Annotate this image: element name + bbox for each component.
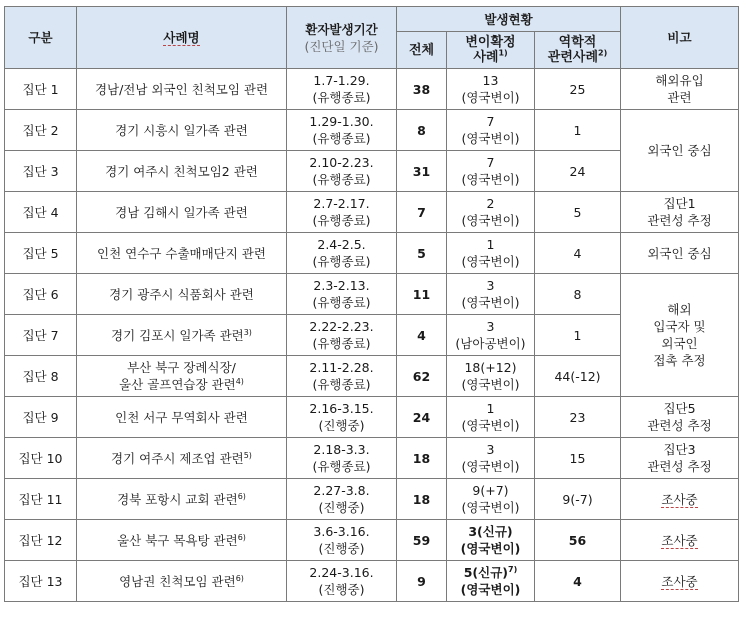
epi-count: 44(-12) [535, 356, 621, 397]
period: 2.3-2.13. (유행종료) [287, 274, 397, 315]
header-status-group: 발생현황 [397, 7, 621, 32]
total-count: 38 [397, 69, 447, 110]
note: 조사중 [621, 479, 739, 520]
table-row [5, 69, 739, 110]
cluster-id: 집단 10 [5, 438, 77, 479]
total-count: 9 [397, 561, 447, 602]
note: 외국인 중심 [621, 233, 739, 274]
note: 조사중 [621, 561, 739, 602]
period: 2.18-3.3. (유행종료) [287, 438, 397, 479]
note: 해외 입국자 및 외국인 접촉 추정 [621, 274, 739, 397]
total-count: 8 [397, 110, 447, 151]
epi-count: 23 [535, 397, 621, 438]
epi-count: 56 [535, 520, 621, 561]
variant-count: 5(신규)$^{7)}$ (영국변이) [447, 561, 535, 602]
cluster-table [4, 6, 739, 602]
total-count: 11 [397, 274, 447, 315]
header-note: 비고 [621, 7, 739, 69]
case-name: 인천 연수구 수출매매단지 관련 [77, 233, 287, 274]
period: 2.24-3.16. (진행중) [287, 561, 397, 602]
total-count: 4 [397, 315, 447, 356]
cluster-id: 집단 2 [5, 110, 77, 151]
note: 외국인 중심 [621, 110, 739, 192]
note: 집단5 관련성 추정 [621, 397, 739, 438]
case-name: 울산 북구 목욕탕 관련$^{6)}$ [77, 520, 287, 561]
cluster-id: 집단 7 [5, 315, 77, 356]
cluster-id: 집단 9 [5, 397, 77, 438]
note: 조사중 [621, 520, 739, 561]
cluster-id: 집단 8 [5, 356, 77, 397]
case-name: 경북 포항시 교회 관련$^{6)}$ [77, 479, 287, 520]
cluster-id: 집단 11 [5, 479, 77, 520]
period: 2.16-3.15. (진행중) [287, 397, 397, 438]
period: 1.29-1.30. (유행종료) [287, 110, 397, 151]
table-row [5, 561, 739, 602]
table-row [5, 397, 739, 438]
table-row [5, 479, 739, 520]
variant-count: 3 (영국변이) [447, 438, 535, 479]
case-name: 경남/전남 외국인 친척모임 관련 [77, 69, 287, 110]
case-name: 영남권 친척모임 관련$^{6)}$ [77, 561, 287, 602]
period: 2.4-2.5. (유행종료) [287, 233, 397, 274]
total-count: 18 [397, 438, 447, 479]
cluster-id: 집단 1 [5, 69, 77, 110]
table-row [5, 520, 739, 561]
cluster-id: 집단 3 [5, 151, 77, 192]
period: 1.7-1.29. (유행종료) [287, 69, 397, 110]
variant-count: 7 (영국변이) [447, 151, 535, 192]
cluster-id: 집단 4 [5, 192, 77, 233]
variant-count: 3 (영국변이) [447, 274, 535, 315]
cluster-id: 집단 5 [5, 233, 77, 274]
total-count: 59 [397, 520, 447, 561]
variant-count: 13 (영국변이) [447, 69, 535, 110]
cluster-id: 집단 6 [5, 274, 77, 315]
period: 2.22-2.23. (유행종료) [287, 315, 397, 356]
epi-count: 1 [535, 315, 621, 356]
epi-count: 24 [535, 151, 621, 192]
case-name: 경기 광주시 식품회사 관련 [77, 274, 287, 315]
epi-count: 15 [535, 438, 621, 479]
table-row [5, 192, 739, 233]
epi-count: 4 [535, 561, 621, 602]
epi-count: 1 [535, 110, 621, 151]
note: 집단1 관련성 추정 [621, 192, 739, 233]
epi-count: 9(-7) [535, 479, 621, 520]
variant-count: 3 (남아공변이) [447, 315, 535, 356]
case-name: 경기 김포시 일가족 관련$^{3)}$ [77, 315, 287, 356]
header-period: 환자발생기간 (진단일 기준) [287, 7, 397, 69]
case-name: 경기 시흥시 일가족 관련 [77, 110, 287, 151]
epi-count: 25 [535, 69, 621, 110]
note: 해외유입 관련 [621, 69, 739, 110]
table-row [5, 110, 739, 151]
variant-count: 7 (영국변이) [447, 110, 535, 151]
total-count: 24 [397, 397, 447, 438]
variant-count: 2 (영국변이) [447, 192, 535, 233]
header-variant: 변이확정 사례$^{1)}$ [447, 32, 535, 69]
case-name: 경남 김해시 일가족 관련 [77, 192, 287, 233]
total-count: 7 [397, 192, 447, 233]
variant-count: 3(신규) (영국변이) [447, 520, 535, 561]
variant-count: 1 (영국변이) [447, 397, 535, 438]
total-count: 18 [397, 479, 447, 520]
case-name: 부산 북구 장례식장/ 울산 골프연습장 관련$^{4)}$ [77, 356, 287, 397]
case-name: 경기 여주시 친척모임2 관련 [77, 151, 287, 192]
header-category: 구분 [5, 7, 77, 69]
cluster-id: 집단 12 [5, 520, 77, 561]
period: 2.27-3.8. (진행중) [287, 479, 397, 520]
total-count: 62 [397, 356, 447, 397]
header-case-name: 사례명 [77, 7, 287, 69]
epi-count: 4 [535, 233, 621, 274]
header-epi: 역학적 관련사례$^{2)}$ [535, 32, 621, 69]
period: 2.10-2.23. (유행종료) [287, 151, 397, 192]
period: 3.6-3.16. (진행중) [287, 520, 397, 561]
table-row [5, 438, 739, 479]
table-row [5, 233, 739, 274]
total-count: 5 [397, 233, 447, 274]
variant-count: 1 (영국변이) [447, 233, 535, 274]
table-row [5, 274, 739, 315]
header-total: 전체 [397, 32, 447, 69]
variant-count: 18(+12) (영국변이) [447, 356, 535, 397]
epi-count: 5 [535, 192, 621, 233]
case-name: 인천 서구 무역회사 관련 [77, 397, 287, 438]
period: 2.11-2.28. (유행종료) [287, 356, 397, 397]
case-name: 경기 여주시 제조업 관련$^{5)}$ [77, 438, 287, 479]
total-count: 31 [397, 151, 447, 192]
variant-count: 9(+7) (영국변이) [447, 479, 535, 520]
period: 2.7-2.17. (유행종료) [287, 192, 397, 233]
cluster-id: 집단 13 [5, 561, 77, 602]
note: 집단3 관련성 추정 [621, 438, 739, 479]
epi-count: 8 [535, 274, 621, 315]
